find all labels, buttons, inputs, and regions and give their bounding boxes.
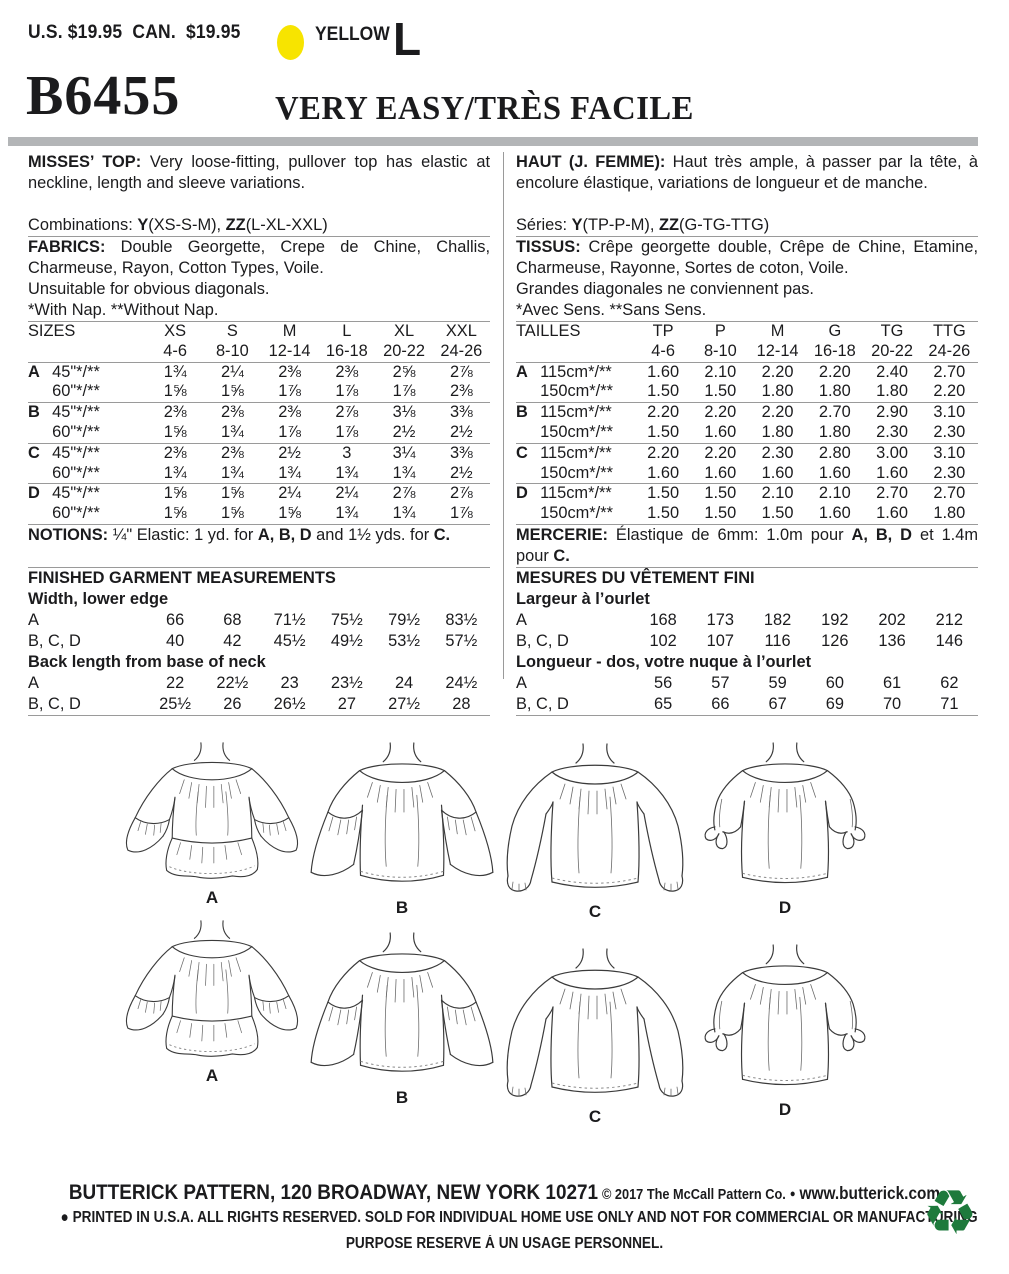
publisher-address: BUTTERICK PATTERN, 120 BROADWAY, NEW YORK 10271 [68, 1180, 599, 1204]
bullet-icon: ● [789, 1188, 796, 1200]
view-label: C [588, 902, 602, 921]
color-name-label: YELLOW [315, 24, 390, 45]
view-label: B [395, 1088, 409, 1107]
sizes-table-fr: TAILLES TP P M G TG TTG 4-6 8-10 12-14 16-18 20-22 24-26 A 115cm*/** 1.60 2.10 2.20 2.20 2.40 2.70 150cm*/** 1.50 1.50 1.80 1.80 1.80 2.20 B 115cm*/** 2.20 2.20 2.20 2.70 2.90 3.10 150cm*/** 1.50 1.60 1.80 1.80 2.30 2.30 C 115cm*/** 2.20 2.20 2.30 2.80 3.00 3.10 150cm*/** 1.60 1.60 1.60 1.60 1.60 2.30 D 115cm*/** 1.50 1.50 2.10 2.10 2.70 2.70 150cm*/** 1.50 1.50 1.50 1.60 1.60 1.80 [516, 322, 978, 525]
view-d-back-illustration [685, 942, 885, 1119]
view-b-back-illustration [302, 930, 502, 1107]
view-a-back-illustration [112, 918, 312, 1085]
finished-measurements-table-fr: MESURES DU VÊTEMENT FINI Largeur à l’ourlet A 168 173 182 192 202 212 B, C, D 102 107 116 126 136 146 Longueur - dos, votre nuque à l’ourlet A 56 57 59 60 61 62 B, C, D 65 66 67 69 70 71 [516, 567, 978, 716]
view-a-front-illustration [112, 740, 312, 907]
view-label: C [588, 1107, 602, 1126]
description-text-en: MISSES’ TOP: Very loose-fitting, pullover top has elastic at neckline, length and sleeve variations. [28, 153, 490, 192]
view-c-front-illustration [495, 740, 695, 921]
color-dot-icon [277, 25, 304, 60]
nap-note-fr: *Avec Sens. **Sans Sens. [516, 300, 978, 322]
combinations-text-en: Combinations: Y(XS-S-M), ZZ(L-XL-XXL) [28, 215, 490, 237]
legal-text-line-2: PURPOSE RESERVE Á UN USAGE PERSONNEL. [345, 1235, 664, 1252]
size-letter: L [393, 13, 422, 65]
blouse-a-drawing [112, 740, 312, 888]
view-label: D [778, 1100, 792, 1119]
notions-text-en: NOTIONS: ¼" Elastic: 1 yd. for A, B, D and 1½ yds. for C. [28, 525, 451, 544]
blouse-c-drawing [495, 945, 695, 1107]
header-divider-bar [8, 137, 978, 146]
legal-text-line-1: ● PRINTED IN U.S.A. ALL RIGHTS RESERVED. SOLD FOR INDIVIDUAL HOME USE ONLY AND NOT FOR COMMERCIAL OR MANUFACTURING [60, 1209, 978, 1226]
view-label: B [395, 898, 409, 917]
column-divider [503, 152, 504, 679]
view-label: A [205, 1066, 219, 1085]
fabrics-text-en: FABRICS: Double Georgette, Crepe de Chine, Challis, Charmeuse, Rayon, Cotton Types, Voile. [28, 238, 491, 277]
finished-measurements-table-en: FINISHED GARMENT MEASUREMENTS Width, lower edge A 66 68 71½ 75½ 79½ 83½ B, C, D 40 42 45½ 49½ 53½ 57½ Back length from base of neck A 22 22½ 23 23½ 24 24½ B, C, D 25½ 26 26½ 27 27½ 28 [28, 567, 490, 716]
english-column [28, 152, 490, 716]
blouse-b-drawing [302, 740, 502, 898]
french-column [516, 152, 978, 716]
description-text-fr: HAUT (J. FEMME): Haut très ample, à passer par la tête, à encolure élastique, variations de longueur et de manche. [516, 153, 978, 192]
blouse-d-drawing [685, 942, 885, 1100]
website-text: www.butterick.com [799, 1183, 941, 1203]
copyright-text: © 2017 The McCall Pattern Co. [601, 1187, 786, 1203]
footer-line-1 [61, 1180, 949, 1205]
notions-text-fr: MERCERIE: Élastique de 6mm: 1.0m pour A, B, D et 1.4m pour C. [516, 525, 979, 565]
blouse-a-drawing [112, 918, 312, 1066]
sizes-table-en: SIZES XS S M L XL XXL 4-6 8-10 12-14 16-18 20-22 24-26 A 45"*/** 1¾ 2¼ 2⅜ 2⅜ 2⅝ 2⅞ 60"*/** 1⅝ 1⅝ 1⅞ 1⅞ 1⅞ 2⅜ B 45"*/** 2⅜ 2⅜ 2⅜ 2⅞ 3⅛ 3⅜ 60"*/** 1⅝ 1¾ 1⅞ 1⅞ 2½ 2½ C 45"*/** 2⅜ 2⅜ 2½ 3 3¼ 3⅜ 60"*/** 1¾ 1¾ 1¾ 1¾ 1¾ 2½ D 45"*/** 1⅝ 1⅝ 2¼ 2¼ 2⅞ 2⅞ 60"*/** 1⅝ 1⅝ 1⅝ 1¾ 1¾ 1⅞ [28, 322, 490, 525]
view-b-front-illustration [302, 740, 502, 917]
price-line: U.S. $19.95 CAN. $19.95 [28, 22, 241, 43]
blouse-c-drawing [495, 740, 695, 902]
recycle-icon: ♻ [922, 1176, 978, 1249]
unsuitable-text-en: Unsuitable for obvious diagonals. [28, 280, 270, 298]
difficulty-banner: VERY EASY/TRÈS FACILE [275, 90, 694, 127]
blouse-b-drawing [302, 930, 502, 1088]
view-c-back-illustration [495, 945, 695, 1126]
fabrics-text-fr: TISSUS: Crêpe georgette double, Crêpe de Chine, Etamine, Charmeuse, Rayonne, Sortes de coton, Voile. [516, 238, 978, 277]
view-label: A [205, 888, 219, 907]
view-d-front-illustration [685, 740, 885, 917]
combinations-text-fr: Séries: Y(TP-P-M), ZZ(G-TG-TTG) [516, 215, 978, 237]
blouse-d-drawing [685, 740, 885, 898]
pattern-number: B6455 [26, 65, 181, 127]
nap-note-en: *With Nap. **Without Nap. [28, 300, 490, 322]
footer [0, 1176, 1009, 1257]
unsuitable-text-fr: Grandes diagonales ne conviennent pas. [516, 280, 814, 298]
view-label: D [778, 898, 792, 917]
